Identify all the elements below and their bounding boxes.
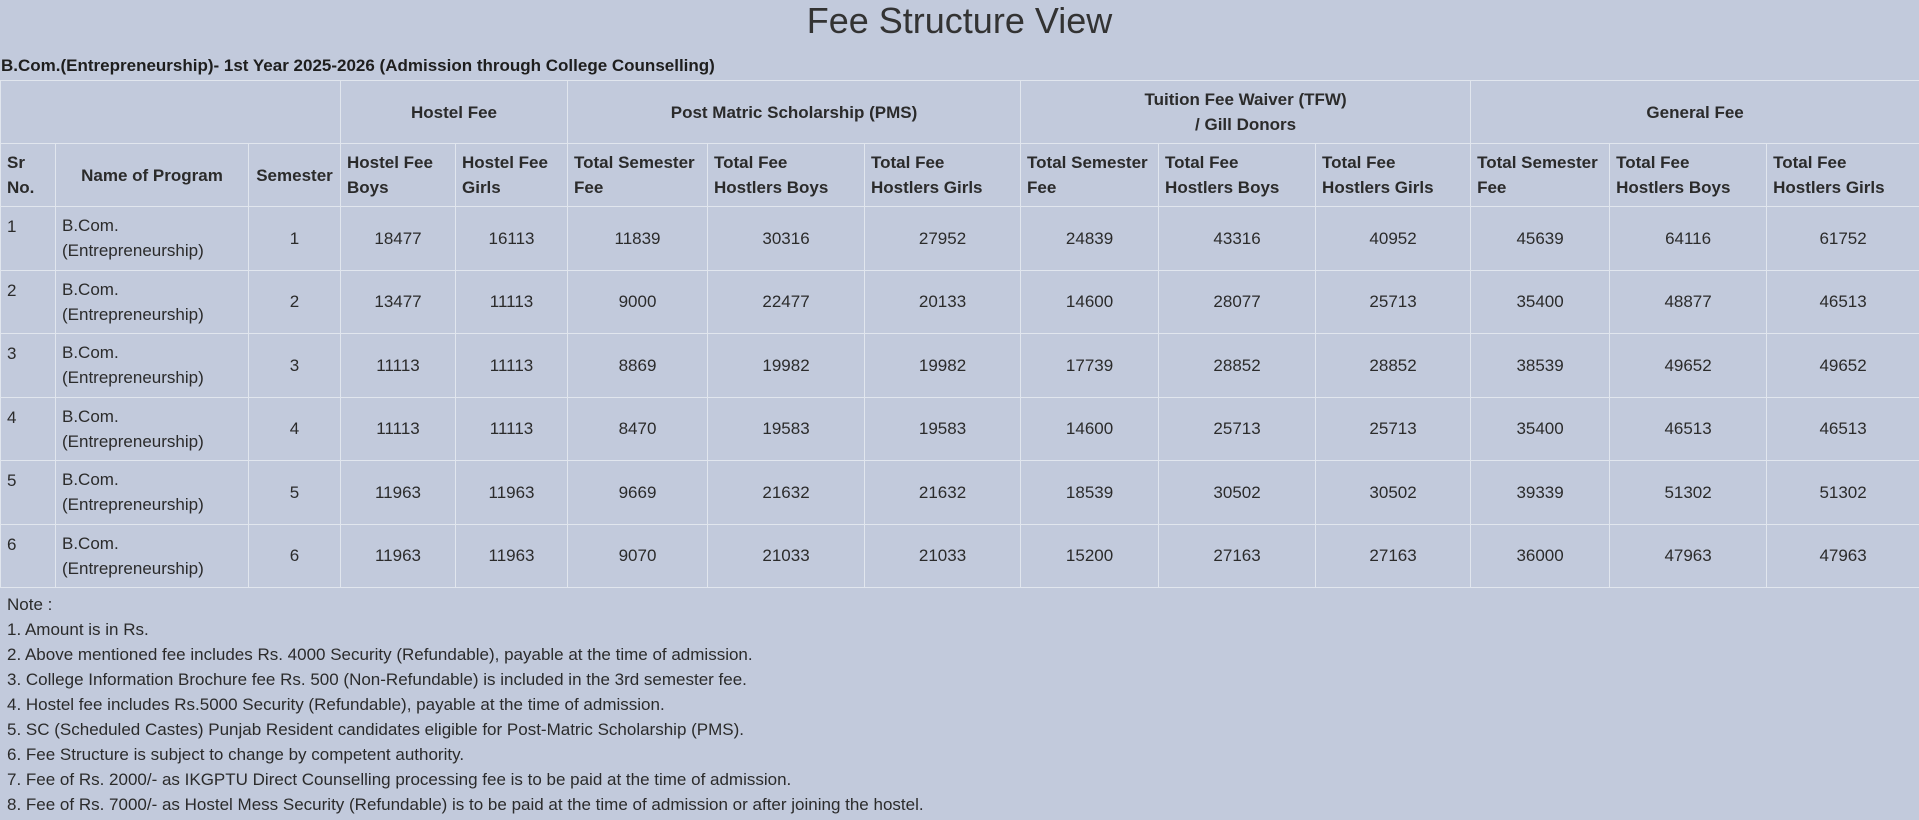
cell-pms-semester-fee: 9669 xyxy=(568,461,708,525)
col-pms-total-semester-fee: Total Semester Fee xyxy=(568,144,708,207)
cell-general-semester-fee: 36000 xyxy=(1471,524,1610,588)
cell-program-name: B.Com. (Entrepreneurship) xyxy=(56,524,249,588)
cell-tfw-hostlers-girls: 27163 xyxy=(1316,524,1471,588)
cell-pms-hostlers-boys: 21632 xyxy=(708,461,865,525)
col-hostel-fee-girls: Hostel Fee Girls xyxy=(456,144,568,207)
col-program-name: Name of Program xyxy=(56,144,249,207)
group-tfw xyxy=(1021,81,1471,144)
cell-general-semester-fee: 39339 xyxy=(1471,461,1610,525)
note-item: 3. College Information Brochure fee Rs. 500 (Non-Refundable) is included in the 3rd semester fee. xyxy=(7,670,747,689)
col-pms-hostlers-girls: Total Fee Hostlers Girls xyxy=(865,144,1021,207)
col-tfw-total-semester-fee: Total Semester Fee xyxy=(1021,144,1159,207)
cell-tfw-hostlers-girls: 25713 xyxy=(1316,397,1471,461)
col-tfw-hostlers-boys: Total Fee Hostlers Boys xyxy=(1159,144,1316,207)
cell-general-semester-fee: 35400 xyxy=(1471,397,1610,461)
note-item: 8. Fee of Rs. 7000/- as Hostel Mess Security (Refundable) is to be paid at the time of admission or after joining the hostel. xyxy=(7,795,924,814)
cell-hostel-boys: 18477 xyxy=(341,207,456,271)
cell-pms-semester-fee: 11839 xyxy=(568,207,708,271)
col-general-total-semester-fee: Total Semester Fee xyxy=(1471,144,1610,207)
cell-sr-no: 2 xyxy=(1,270,56,334)
cell-pms-hostlers-boys: 30316 xyxy=(708,207,865,271)
cell-tfw-hostlers-boys: 28852 xyxy=(1159,334,1316,398)
cell-general-hostlers-boys: 46513 xyxy=(1610,397,1767,461)
cell-general-hostlers-girls: 61752 xyxy=(1767,207,1919,271)
group-header-row xyxy=(1,81,1919,144)
cell-hostel-boys: 11963 xyxy=(341,461,456,525)
cell-pms-hostlers-girls: 21632 xyxy=(865,461,1021,525)
cell-hostel-girls: 11113 xyxy=(456,397,568,461)
cell-hostel-boys: 13477 xyxy=(341,270,456,334)
cell-tfw-semester-fee: 15200 xyxy=(1021,524,1159,588)
cell-pms-hostlers-boys: 19583 xyxy=(708,397,865,461)
cell-tfw-semester-fee: 24839 xyxy=(1021,207,1159,271)
cell-general-hostlers-boys: 47963 xyxy=(1610,524,1767,588)
cell-pms-hostlers-boys: 19982 xyxy=(708,334,865,398)
cell-hostel-girls: 16113 xyxy=(456,207,568,271)
cell-sr-no: 5 xyxy=(1,461,56,525)
cell-semester: 5 xyxy=(249,461,341,525)
col-semester: Semester xyxy=(249,144,341,207)
cell-pms-hostlers-boys: 22477 xyxy=(708,270,865,334)
cell-tfw-semester-fee: 14600 xyxy=(1021,270,1159,334)
cell-general-hostlers-girls: 47963 xyxy=(1767,524,1919,588)
col-general-hostlers-girls: Total Fee Hostlers Girls xyxy=(1767,144,1919,207)
cell-program-name: B.Com. (Entrepreneurship) xyxy=(56,334,249,398)
cell-sr-no: 3 xyxy=(1,334,56,398)
cell-tfw-hostlers-boys: 28077 xyxy=(1159,270,1316,334)
cell-hostel-girls: 11113 xyxy=(456,334,568,398)
cell-hostel-girls: 11963 xyxy=(456,524,568,588)
note-item: 4. Hostel fee includes Rs.5000 Security (Refundable), payable at the time of admission. xyxy=(7,695,665,714)
group-tfw-line2: / Gill Donors xyxy=(1195,115,1297,134)
cell-hostel-boys: 11963 xyxy=(341,524,456,588)
empty-group-header xyxy=(1,81,341,144)
cell-pms-semester-fee: 8470 xyxy=(568,397,708,461)
cell-semester: 4 xyxy=(249,397,341,461)
cell-hostel-boys: 11113 xyxy=(341,397,456,461)
group-tfw-line1: Tuition Fee Waiver (TFW) xyxy=(1144,90,1347,109)
column-header-row xyxy=(1,144,1919,207)
cell-tfw-hostlers-boys: 43316 xyxy=(1159,207,1316,271)
cell-program-name: B.Com. (Entrepreneurship) xyxy=(56,270,249,334)
note-item: 5. SC (Scheduled Castes) Punjab Resident candidates eligible for Post-Matric Scholarship (PMS). xyxy=(7,720,745,739)
cell-pms-hostlers-girls: 21033 xyxy=(865,524,1021,588)
cell-sr-no: 1 xyxy=(1,207,56,271)
cell-hostel-girls: 11963 xyxy=(456,461,568,525)
col-pms-hostlers-boys: Total Fee Hostlers Boys xyxy=(708,144,865,207)
cell-general-hostlers-boys: 51302 xyxy=(1610,461,1767,525)
cell-semester: 1 xyxy=(249,207,341,271)
cell-sr-no: 6 xyxy=(1,524,56,588)
cell-general-hostlers-girls: 49652 xyxy=(1767,334,1919,398)
page-title: Fee Structure View xyxy=(806,0,1113,41)
cell-general-hostlers-boys: 48877 xyxy=(1610,270,1767,334)
table-row xyxy=(1,270,1919,334)
note-item: 7. Fee of Rs. 2000/- as IKGPTU Direct Counselling processing fee is to be paid at the time of admission. xyxy=(7,770,792,789)
group-pms: Post Matric Scholarship (PMS) xyxy=(568,81,1021,144)
cell-semester: 2 xyxy=(249,270,341,334)
cell-tfw-semester-fee: 14600 xyxy=(1021,397,1159,461)
cell-semester: 6 xyxy=(249,524,341,588)
group-general-fee: General Fee xyxy=(1471,81,1919,144)
cell-general-hostlers-boys: 49652 xyxy=(1610,334,1767,398)
table-row xyxy=(1,334,1919,398)
cell-program-name: B.Com. (Entrepreneurship) xyxy=(56,461,249,525)
cell-general-hostlers-girls: 51302 xyxy=(1767,461,1919,525)
cell-hostel-girls: 11113 xyxy=(456,270,568,334)
cell-pms-hostlers-girls: 19982 xyxy=(865,334,1021,398)
note-item: 1. Amount is in Rs. xyxy=(7,620,149,639)
cell-pms-hostlers-girls: 19583 xyxy=(865,397,1021,461)
table-row xyxy=(1,397,1919,461)
table-row xyxy=(1,524,1919,588)
cell-tfw-hostlers-girls: 25713 xyxy=(1316,270,1471,334)
cell-semester: 3 xyxy=(249,334,341,398)
notes-heading: Note : xyxy=(7,595,53,614)
table-row xyxy=(1,207,1919,271)
notes-section xyxy=(0,588,1919,817)
cell-pms-hostlers-boys: 21033 xyxy=(708,524,865,588)
table-row xyxy=(1,461,1919,525)
cell-pms-hostlers-girls: 27952 xyxy=(865,207,1021,271)
cell-program-name: B.Com. (Entrepreneurship) xyxy=(56,207,249,271)
cell-pms-hostlers-girls: 20133 xyxy=(865,270,1021,334)
cell-tfw-hostlers-boys: 25713 xyxy=(1159,397,1316,461)
cell-general-hostlers-girls: 46513 xyxy=(1767,397,1919,461)
cell-tfw-hostlers-boys: 30502 xyxy=(1159,461,1316,525)
fee-structure-table xyxy=(0,80,1919,588)
cell-pms-semester-fee: 8869 xyxy=(568,334,708,398)
col-general-hostlers-boys: Total Fee Hostlers Boys xyxy=(1610,144,1767,207)
note-item: 2. Above mentioned fee includes Rs. 4000 Security (Refundable), payable at the time of admission. xyxy=(7,645,753,664)
cell-tfw-semester-fee: 17739 xyxy=(1021,334,1159,398)
col-hostel-fee-boys: Hostel Fee Boys xyxy=(341,144,456,207)
cell-general-semester-fee: 35400 xyxy=(1471,270,1610,334)
cell-tfw-hostlers-girls: 28852 xyxy=(1316,334,1471,398)
note-item: 6. Fee Structure is subject to change by competent authority. xyxy=(7,745,465,764)
cell-general-hostlers-girls: 46513 xyxy=(1767,270,1919,334)
cell-pms-semester-fee: 9070 xyxy=(568,524,708,588)
col-sr-no: Sr No. xyxy=(1,144,56,207)
group-hostel-fee: Hostel Fee xyxy=(341,81,568,144)
cell-sr-no: 4 xyxy=(1,397,56,461)
cell-tfw-hostlers-boys: 27163 xyxy=(1159,524,1316,588)
program-subtitle: B.Com.(Entrepreneurship)- 1st Year 2025-2026 (Admission through College Counselling) xyxy=(1,56,715,75)
cell-tfw-semester-fee: 18539 xyxy=(1021,461,1159,525)
cell-hostel-boys: 11113 xyxy=(341,334,456,398)
cell-pms-semester-fee: 9000 xyxy=(568,270,708,334)
cell-tfw-hostlers-girls: 40952 xyxy=(1316,207,1471,271)
cell-general-semester-fee: 38539 xyxy=(1471,334,1610,398)
cell-program-name: B.Com. (Entrepreneurship) xyxy=(56,397,249,461)
cell-general-semester-fee: 45639 xyxy=(1471,207,1610,271)
cell-general-hostlers-boys: 64116 xyxy=(1610,207,1767,271)
col-tfw-hostlers-girls: Total Fee Hostlers Girls xyxy=(1316,144,1471,207)
cell-tfw-hostlers-girls: 30502 xyxy=(1316,461,1471,525)
